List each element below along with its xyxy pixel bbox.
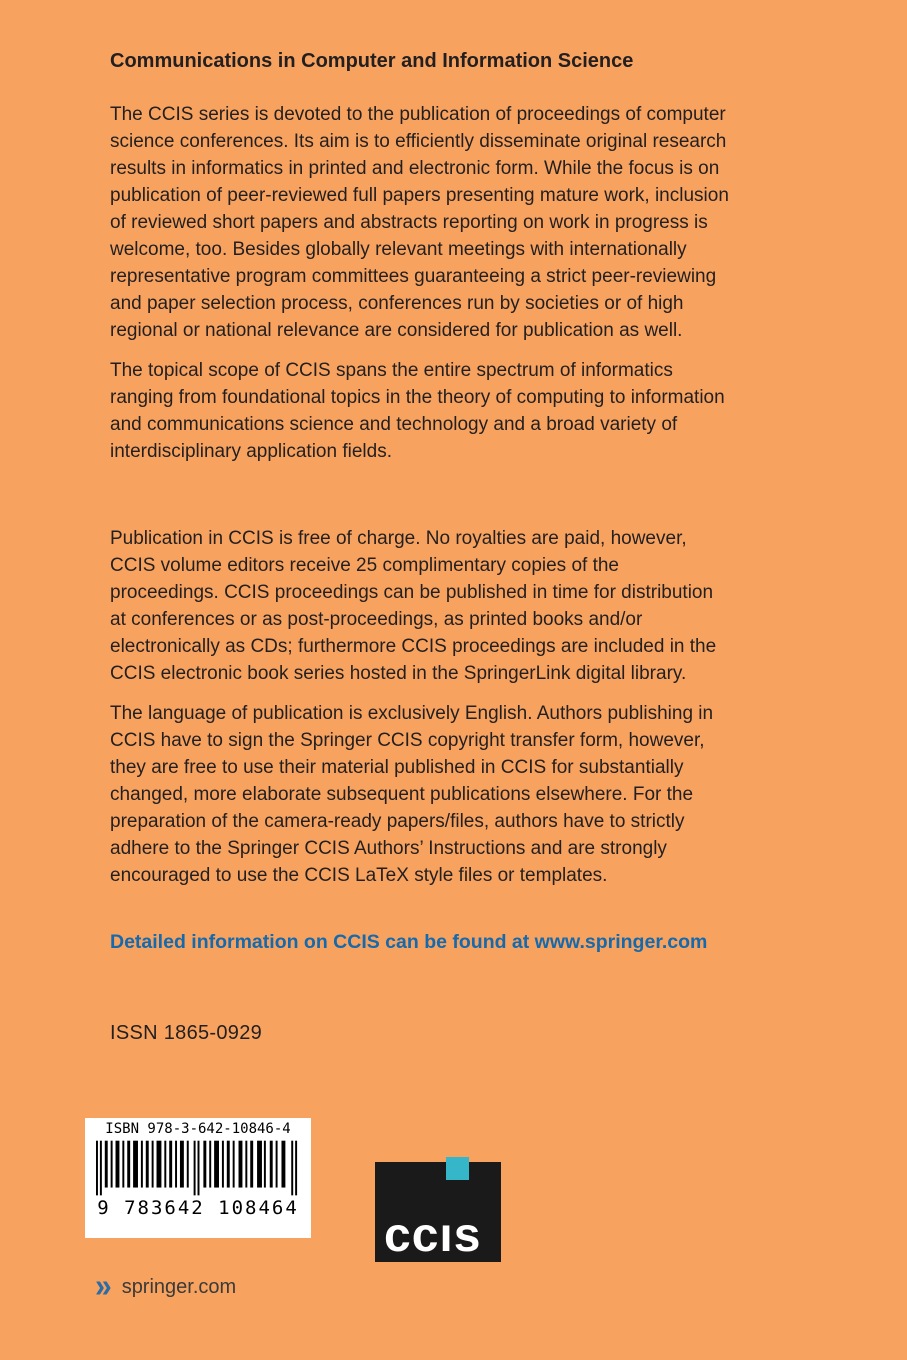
barcode-bars-image	[96, 1139, 301, 1199]
publisher-footer	[95, 1268, 237, 1305]
paragraph-topical-scope: The topical scope of CCIS spans the entire spectrum of informatics ranging from foundational topics in the theory of computing to information and communications science and technology and a broad variety of interdisciplinary application fields.	[110, 360, 725, 462]
isbn-barcode	[85, 1118, 311, 1238]
isbn-label: ISBN 978-3-642-10846-4	[105, 1121, 291, 1137]
ccis-logo	[375, 1162, 501, 1262]
paragraph-ccis-series: The CCIS series is devoted to the publication of proceedings of computer science conferences. Its aim is to efficiently disseminate original research results in informatics in printed and electronic form. While the focus is on publication of peer-reviewed full papers presenting mature work, inclusion of reviewed short papers and abstracts reporting on work in progress is welcome, too. Besides globally relevant meetings with internationally representative program committees guaranteeing a strict peer-reviewing and paper selection process, conferences run by societies or of high regional or national relevance are considered for publication as well.	[110, 104, 729, 341]
ccis-logo-text: ccıs	[384, 1209, 482, 1262]
springer-url: springer.com	[121, 1275, 237, 1298]
detailed-info-line: Detailed information on CCIS can be found at www.springer.com	[110, 931, 708, 953]
issn-number: ISSN 1865-0929	[110, 1022, 263, 1044]
ccis-logo-dot-icon	[446, 1157, 469, 1180]
series-title: Communications in Computer and Information Science	[110, 50, 634, 72]
paragraph-publication-terms: Publication in CCIS is free of charge. No royalties are paid, however, CCIS volume editors receive 25 complimentary copies of the proceedings. CCIS proceedings can be published in time for distribution at conferences or as post-proceedings, as printed books and/or electronically as CDs; furthermore CCIS proceedings are included in the CCIS electronic book series hosted in the SpringerLink digital library.	[110, 528, 717, 684]
springer-chevron-icon: »	[95, 1268, 112, 1305]
cover-text-block	[110, 50, 730, 1045]
barcode-digits: 9 783642 108464	[97, 1197, 299, 1219]
paragraph-language: The language of publication is exclusively English. Authors publishing in CCIS have to sign the Springer CCIS copyright transfer form, however, they are free to use their material published in CCIS for substantially changed, more elaborate subsequent publications elsewhere. For the preparation of the camera-ready papers/files, authors have to strictly adhere to the Springer CCIS Authors’ Instructions and are strongly encouraged to use the CCIS LaTeX style files or templates.	[110, 703, 714, 886]
